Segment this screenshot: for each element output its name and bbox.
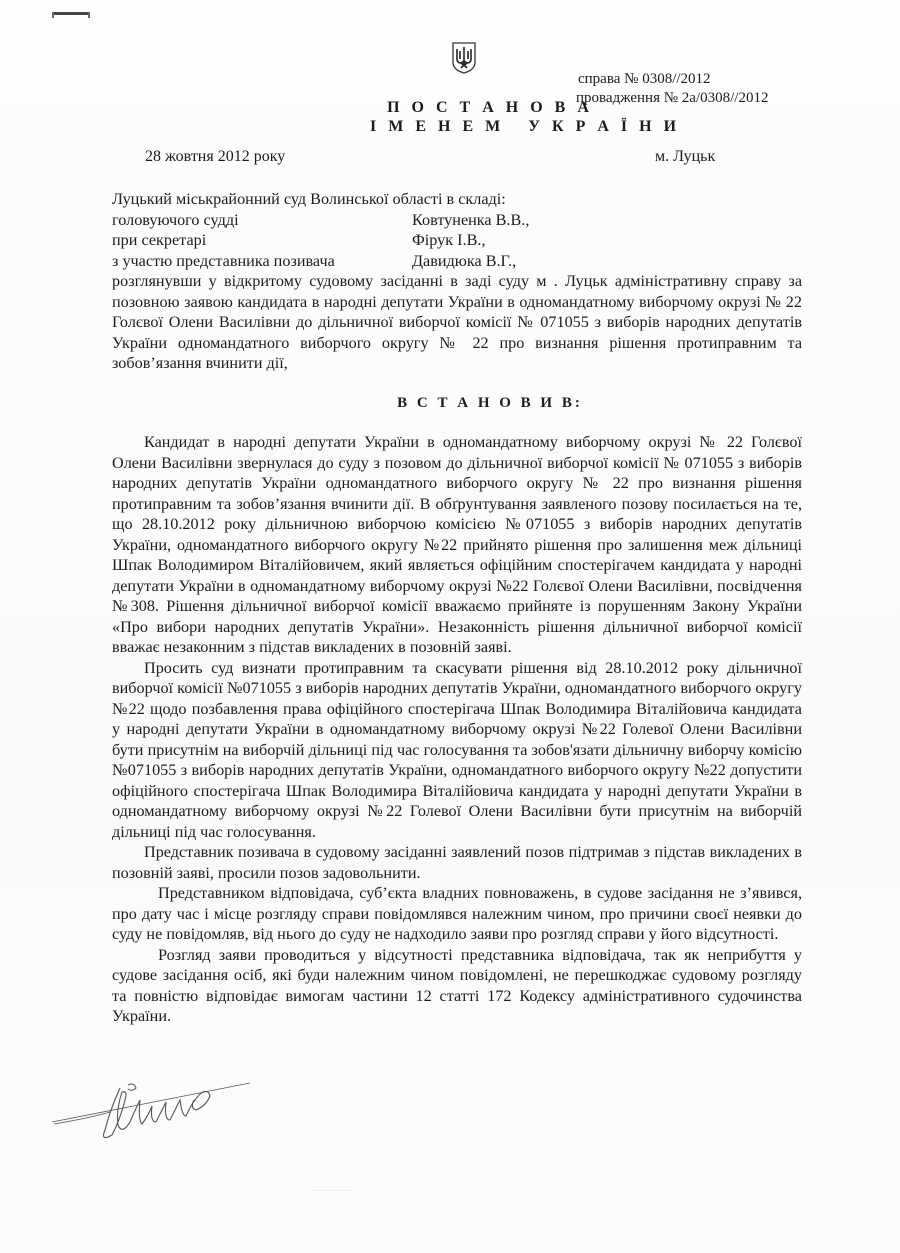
signature-icon — [50, 1080, 250, 1150]
composition-label: з участю представника позивача — [112, 251, 335, 270]
proceeding-number: провадження № 2а/0308//2012 — [576, 90, 769, 106]
paragraph: Представник позивача в судовому засіданні заявлений позов підтримав з підстав викладених в позовній заяві, просили позов задовольнити. — [112, 843, 802, 882]
case-number: справа № 0308//2012 — [578, 71, 711, 87]
composition-row — [112, 210, 802, 231]
paragraph: Представником відповідача, суб’єкта владних повноважень, в судове засідання не з’явився, про дату час і місце розгляду справи повідомлявся належним чином, про причини своєї неявки до суду не повідомляв, від нього до суду не надходило заяви про розгляд справи у його відсутності. — [112, 884, 802, 943]
composition-label: головуючого судді — [112, 210, 239, 229]
composition-value: Ковтуненка В.В., — [412, 210, 530, 229]
body-paragraphs — [112, 432, 802, 1027]
paragraph: Розгляд заяви проводиться у відсутності представника відповідача, так як неприбуття у судове засідання осіб, які буди належним чином повідомлені, не перешкоджає судовому розгляду та повністю відповідає вимогам частини 12 статті 172 Кодексу адміністративного судочинства України. — [112, 945, 802, 1025]
paragraph: Просить суд визнати протиправним та скасувати рішення від 28.10.2012 року дільничної виборчої комісії №071055 з виборів народних депутатів України, одномандатного виборчого округу №22 щодо позбавлення права офіційного спостерігача Шпак Володимира Віталійовича кандидата у народні депутати України в одномандатному виборчому окрузі №22 Голевої Олени Василівни бути присутнім на виборчій дільниці під час голосування та зобов'язати дільничну виборчу комісію №071055 з виборів народних депутатів України, одномандатного виборчого округу №22 допустити офіційного спостерігача Шпак Володимира Віталійовича кандидата у народні депутати України в одномандатному виборчому окрузі №22 Голевої Олени Василівни бути присутнім на виборчій дільниці під час голосування. — [112, 658, 802, 841]
court-intro: Луцький міськрайонний суд Волинської області в складі: — [112, 190, 506, 208]
composition-label: при секретарі — [112, 231, 207, 249]
paragraph: Кандидат в народні депутати України в одномандатному виборчому окрузі № 22 Голєвої Олени Василівни звернулася до суду з позовом до дільничної виборчої комісії № 071055 з виборів народних депутатів України одномандатного виборчого округу № 22 про визнання рішення протиправним та зобов’язання вчинити дії. В обґрунтування заявленого позову посилається на те, що 28.10.2012 року дільничною виборчою комісією №071055 з виборів народних депутатів України, одномандатного виборчого округу №22 прийнято рішення про залишення меж дільниці Шпак Володимиром Віталійовичем, який являється офіційним спостерігачем кандидата у народні депутати України в одномандатному виборчому окрузі №22 Голєвої Олени Василівни, посвідчення №308. Рішення дільничної виборчої комісії вважаємо прийняте із порушенням Закону України «Про вибори народних депутатів України». Незаконність рішення дільничної виборчої комісії вважає незаконним з підстав викладених в позовній заяві. — [112, 433, 802, 656]
considered-text: розглянувши у відкритому судовому засіданні в заді суду м . Луцьк адміністративну справу за позовною заявою кандидата в народні депутати України в одномандатному виборчому окрузі № 22 Голєвої Олени Василівни до дільничної виборчої комісії № 071055 з виборів народних депутатів України одномандатного виборчого округу № 22 про визнання рішення протиправним та зобов’язання вчинити дії, — [112, 272, 802, 372]
staple-mark — [52, 12, 90, 15]
composition-value: Давидюка В.Г., — [412, 251, 517, 270]
coat-of-arms-icon — [452, 42, 476, 74]
section-heading: В С Т А Н О В И В: — [397, 395, 583, 411]
composition-row — [112, 230, 802, 251]
composition-value: Фірук І.В., — [412, 231, 486, 249]
court-composition — [112, 189, 802, 374]
document-city: м. Луцьк — [655, 148, 716, 165]
composition-row — [112, 251, 802, 272]
title-line1: П О С Т А Н О В А — [387, 99, 593, 116]
faint-bleedthrough: ................. — [310, 1183, 353, 1194]
document-date: 28 жовтня 2012 року — [145, 148, 286, 165]
document-title — [370, 98, 681, 136]
title-line2: І М Е Н Е М У К Р А Ї Н И — [370, 118, 681, 135]
